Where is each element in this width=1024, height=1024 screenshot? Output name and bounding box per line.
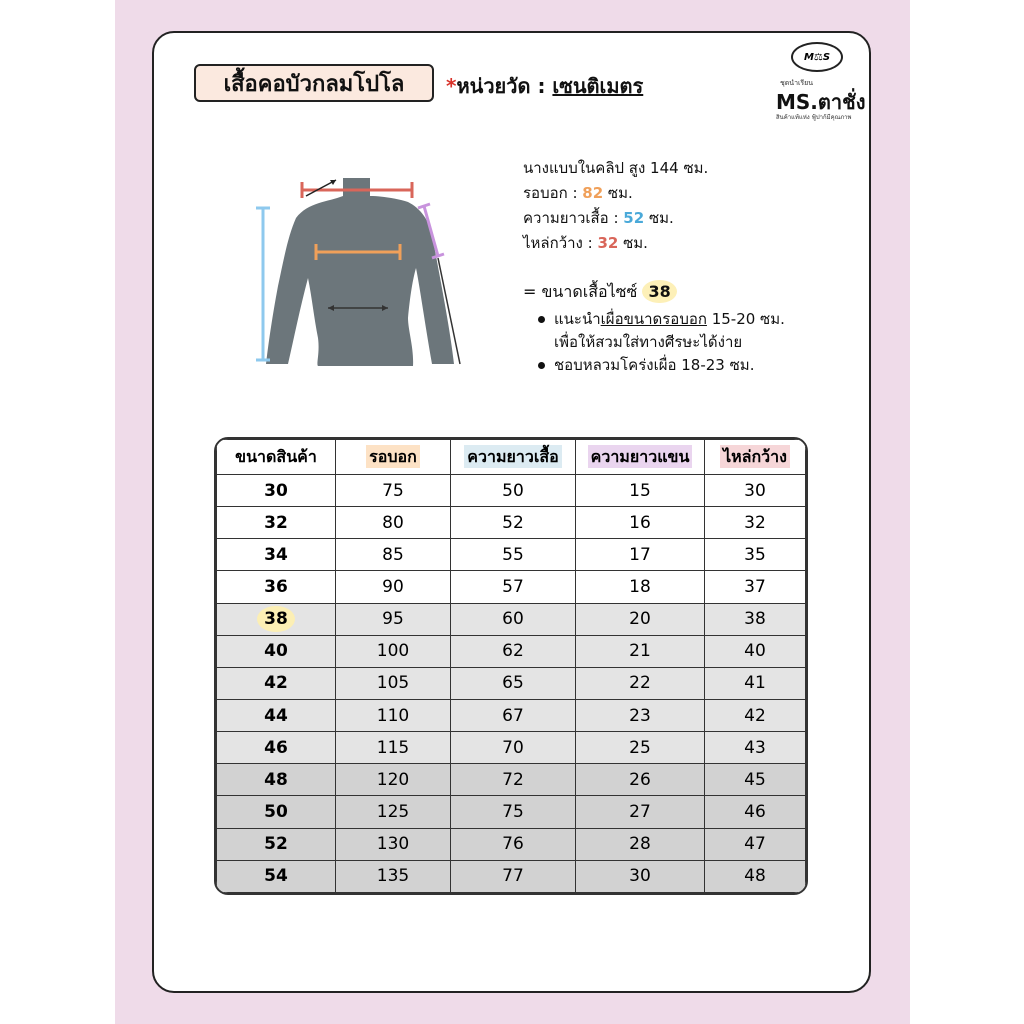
tip-item-continued: เพื่อให้สวมใส่ทางศีรษะได้ง่าย (554, 333, 743, 351)
size-cell: 48 (217, 764, 336, 796)
value-cell: 130 (336, 828, 451, 860)
value-cell: 62 (451, 635, 576, 667)
value-cell: 50 (451, 475, 576, 507)
size-cell: 32 (217, 507, 336, 539)
value-cell: 40 (705, 635, 806, 667)
value-cell: 16 (576, 507, 705, 539)
value-cell: 30 (705, 475, 806, 507)
value-cell: 27 (576, 796, 705, 828)
value-cell: 17 (576, 539, 705, 571)
value-cell: 80 (336, 507, 451, 539)
size-cell: 30 (217, 475, 336, 507)
brand-logo (776, 42, 866, 121)
value-cell: 52 (451, 507, 576, 539)
table-row (217, 699, 806, 731)
table-row (217, 828, 806, 860)
model-chest: รอบอก : 82 ซม. (523, 184, 633, 202)
value-cell: 70 (451, 732, 576, 764)
size-cell: 46 (217, 732, 336, 764)
value-cell: 38 (705, 603, 806, 635)
value-cell: 67 (451, 699, 576, 731)
table-row (217, 667, 806, 699)
logo-brand-name: MS.ตาชั่ง (776, 90, 866, 114)
table-row (217, 539, 806, 571)
size-cell: 38 (217, 603, 336, 635)
size-cell: 36 (217, 571, 336, 603)
value-cell: 30 (576, 860, 705, 892)
scale-seal-icon: M⚖S (791, 42, 843, 72)
value-cell: 115 (336, 732, 451, 764)
value-cell: 72 (451, 764, 576, 796)
value-cell: 100 (336, 635, 451, 667)
size-table (214, 437, 808, 895)
value-cell: 22 (576, 667, 705, 699)
value-cell: 55 (451, 539, 576, 571)
table-row (217, 603, 806, 635)
value-cell: 57 (451, 571, 576, 603)
value-cell: 21 (576, 635, 705, 667)
size-cell: 54 (217, 860, 336, 892)
value-cell: 26 (576, 764, 705, 796)
size-cell: 50 (217, 796, 336, 828)
value-cell: 41 (705, 667, 806, 699)
value-cell: 135 (336, 860, 451, 892)
value-cell: 20 (576, 603, 705, 635)
value-cell: 75 (451, 796, 576, 828)
value-cell: 32 (705, 507, 806, 539)
model-length: ความยาวเสื้อ : 52 ซม. (523, 209, 674, 227)
table-row (217, 796, 806, 828)
value-cell: 35 (705, 539, 806, 571)
value-cell: 28 (576, 828, 705, 860)
value-cell: 65 (451, 667, 576, 699)
table-row (217, 860, 806, 892)
value-cell: 23 (576, 699, 705, 731)
value-cell: 110 (336, 699, 451, 731)
col-header-size: ขนาดสินค้า (217, 440, 336, 475)
table-header-row (217, 440, 806, 475)
col-header-length: ความยาวเสื้อ (451, 440, 576, 475)
value-cell: 45 (705, 764, 806, 796)
size-cell: 34 (217, 539, 336, 571)
col-header-shoulder: ไหล่กว้าง (705, 440, 806, 475)
value-cell: 120 (336, 764, 451, 796)
table-row (217, 635, 806, 667)
model-shoulder: ไหล่กว้าง : 32 ซม. (523, 234, 648, 252)
col-header-sleeve: ความยาวแขน (576, 440, 705, 475)
table-row (217, 571, 806, 603)
value-cell: 125 (336, 796, 451, 828)
value-cell: 85 (336, 539, 451, 571)
table-row (217, 507, 806, 539)
table-row (217, 732, 806, 764)
bullet-icon (538, 316, 545, 323)
tip-item: แนะนำเผื่อขนาดรอบอก 15-20 ซม. (538, 308, 785, 331)
value-cell: 42 (705, 699, 806, 731)
tips-list (538, 308, 785, 377)
value-cell: 25 (576, 732, 705, 764)
value-cell: 46 (705, 796, 806, 828)
value-cell: 18 (576, 571, 705, 603)
col-header-chest: รอบอก (336, 440, 451, 475)
size-cell: 44 (217, 699, 336, 731)
value-cell: 15 (576, 475, 705, 507)
size-cell: 40 (217, 635, 336, 667)
body-measurement-figure-icon (248, 168, 463, 368)
value-cell: 75 (336, 475, 451, 507)
value-cell: 43 (705, 732, 806, 764)
table-row (217, 764, 806, 796)
logo-tagline-top: ชุดนำเรียน (780, 79, 814, 87)
tip-item: ชอบหลวมโคร่งเผื่อ 18-23 ซม. (538, 354, 785, 377)
product-title: เสื้อคอบัวกลมโปโล (194, 64, 434, 102)
value-cell: 60 (451, 603, 576, 635)
value-cell: 105 (336, 667, 451, 699)
size-cell: 52 (217, 828, 336, 860)
value-cell: 90 (336, 571, 451, 603)
unit-label: *หน่วยวัด : เซนติเมตร (446, 74, 644, 98)
value-cell: 48 (705, 860, 806, 892)
value-cell: 76 (451, 828, 576, 860)
value-cell: 47 (705, 828, 806, 860)
bullet-icon (538, 362, 545, 369)
table-row (217, 475, 806, 507)
value-cell: 95 (336, 603, 451, 635)
model-height: นางแบบในคลิป สูง 144 ซม. (523, 159, 709, 177)
model-info (523, 156, 708, 256)
value-cell: 37 (705, 571, 806, 603)
recommended-size-badge: 38 (642, 280, 676, 303)
value-cell: 77 (451, 860, 576, 892)
logo-tagline-bottom: สินค้าแท้แห่ง ฟู้ปาก้มีคุณภาพ (776, 114, 852, 121)
size-recommendation: = ขนาดเสื้อไซซ์ 38 (523, 280, 677, 305)
size-cell: 42 (217, 667, 336, 699)
